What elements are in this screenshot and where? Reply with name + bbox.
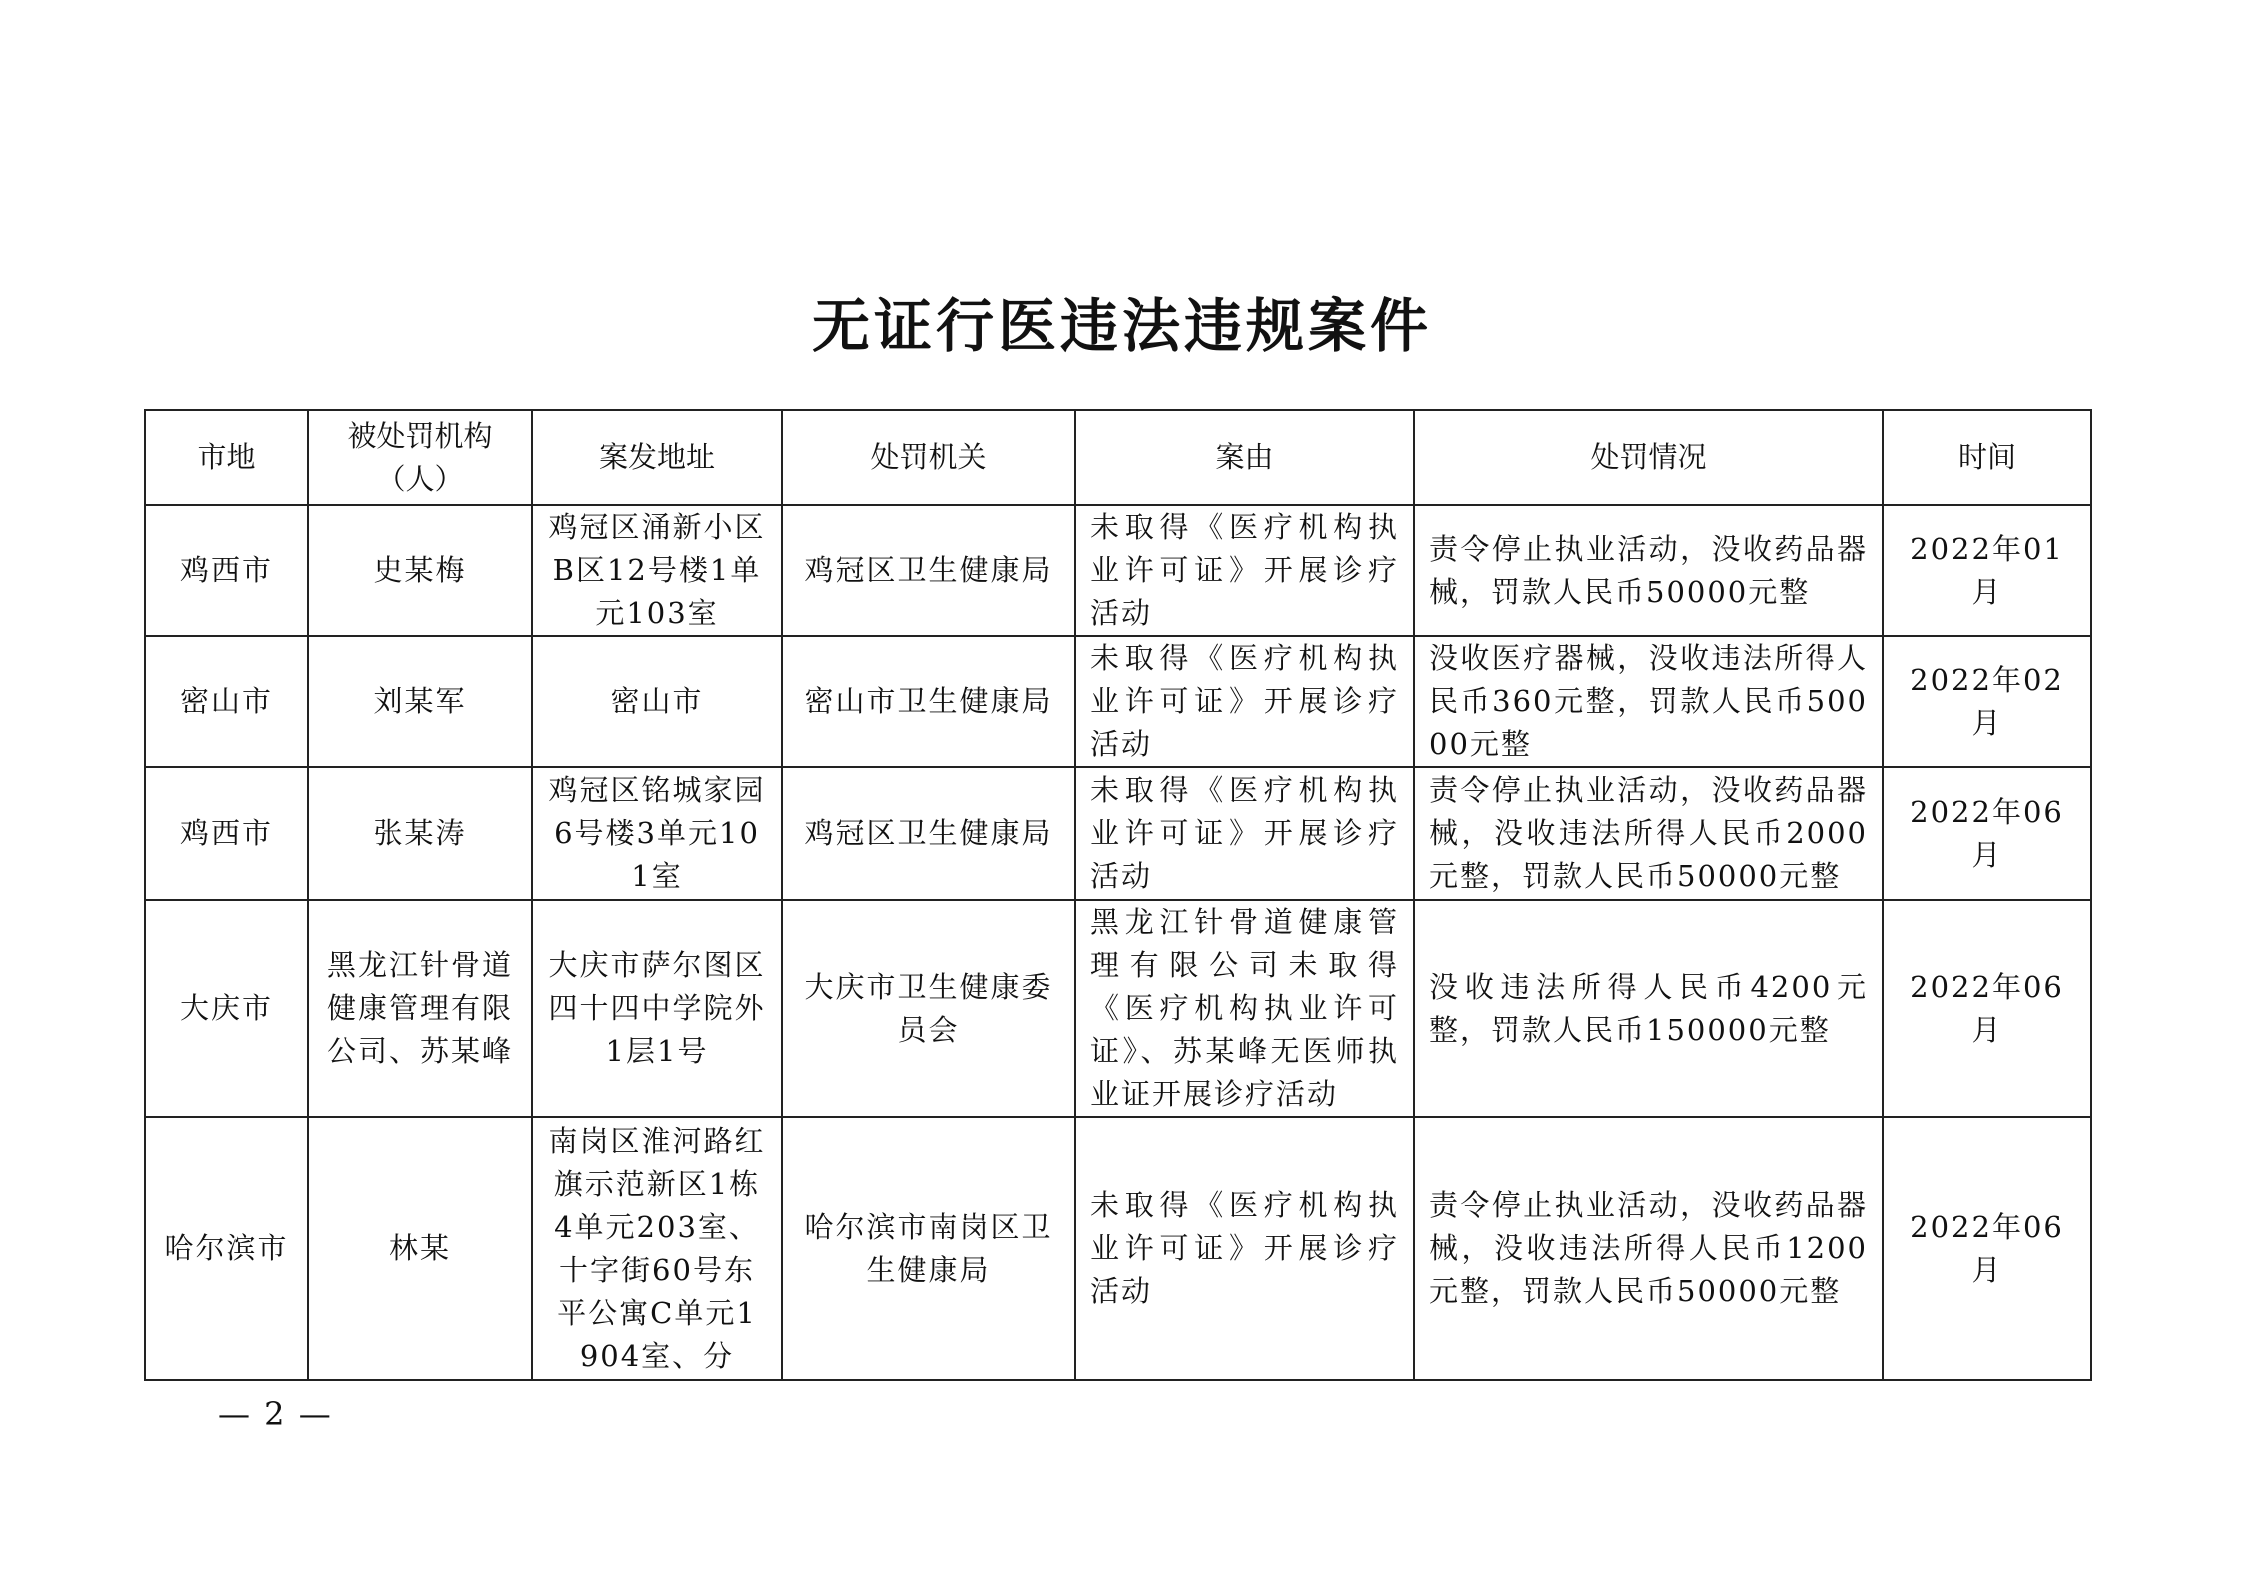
table-row [145, 1117, 2091, 1380]
cell-authority: 哈尔滨市南岗区卫生健康局 [782, 1117, 1075, 1380]
cell-time: 2022年01月 [1883, 505, 2091, 636]
cell-authority: 鸡冠区卫生健康局 [782, 767, 1075, 900]
cell-penalty: 责令停止执业活动，没收药品器械，罚款人民币50000元整 [1414, 505, 1883, 636]
header-penalty: 处罚情况 [1414, 410, 1883, 505]
cell-city: 大庆市 [145, 900, 308, 1117]
cell-penalty: 没收违法所得人民币4200元整，罚款人民币150000元整 [1414, 900, 1883, 1117]
cell-authority: 大庆市卫生健康委员会 [782, 900, 1075, 1117]
header-cause: 案由 [1075, 410, 1414, 505]
cell-address: 鸡冠区涌新小区B区12号楼1单元103室 [532, 505, 782, 636]
header-authority: 处罚机关 [782, 410, 1075, 505]
cell-cause: 黑龙江针骨道健康管理有限公司未取得《医疗机构执业许可证》、苏某峰无医师执业证开展诊疗活动 [1075, 900, 1414, 1117]
cell-city: 哈尔滨市 [145, 1117, 308, 1380]
header-time: 时间 [1883, 410, 2091, 505]
header-city: 市地 [145, 410, 308, 505]
cell-penalty: 责令停止执业活动，没收药品器械，没收违法所得人民币2000元整，罚款人民币50000元整 [1414, 767, 1883, 900]
cell-city: 鸡西市 [145, 505, 308, 636]
cell-authority: 密山市卫生健康局 [782, 636, 1075, 767]
cell-penalty: 没收医疗器械，没收违法所得人民币360元整，罚款人民币50000元整 [1414, 636, 1883, 767]
cell-address: 大庆市萨尔图区四十四中学院外1层1号 [532, 900, 782, 1117]
cell-city: 密山市 [145, 636, 308, 767]
header-party: 被处罚机构（人） [308, 410, 532, 505]
cases-table [144, 409, 2092, 1381]
cell-time: 2022年06月 [1883, 900, 2091, 1117]
cell-time: 2022年02月 [1883, 636, 2091, 767]
cell-cause: 未取得《医疗机构执业许可证》开展诊疗活动 [1075, 636, 1414, 767]
cell-party: 刘某军 [308, 636, 532, 767]
cell-cause: 未取得《医疗机构执业许可证》开展诊疗活动 [1075, 1117, 1414, 1380]
cell-address: 鸡冠区铭城家园6号楼3单元101室 [532, 767, 782, 900]
page-title: 无证行医违法违规案件 [811, 292, 1432, 360]
header-row [145, 410, 2091, 505]
cell-address: 密山市 [532, 636, 782, 767]
header-address: 案发地址 [532, 410, 782, 505]
table-row [145, 505, 2091, 636]
cell-time: 2022年06月 [1883, 767, 2091, 900]
cell-address: 南岗区淮河路红旗示范新区1栋4单元203室、十字街60号东平公寓C单元1904室、分 [532, 1117, 782, 1380]
cell-authority: 鸡冠区卫生健康局 [782, 505, 1075, 636]
cell-party: 张某涛 [308, 767, 532, 900]
cell-cause: 未取得《医疗机构执业许可证》开展诊疗活动 [1075, 767, 1414, 900]
cell-penalty: 责令停止执业活动，没收药品器械，没收违法所得人民币1200元整，罚款人民币50000元整 [1414, 1117, 1883, 1380]
cell-party: 史某梅 [308, 505, 532, 636]
cell-cause: 未取得《医疗机构执业许可证》开展诊疗活动 [1075, 505, 1414, 636]
cell-party: 林某 [308, 1117, 532, 1380]
table-row [145, 900, 2091, 1117]
page-number: — 2 — [218, 1395, 333, 1433]
cell-party: 黑龙江针骨道健康管理有限公司、苏某峰 [308, 900, 532, 1117]
table-row [145, 636, 2091, 767]
cell-city: 鸡西市 [145, 767, 308, 900]
cell-time: 2022年06月 [1883, 1117, 2091, 1380]
table-row [145, 767, 2091, 900]
